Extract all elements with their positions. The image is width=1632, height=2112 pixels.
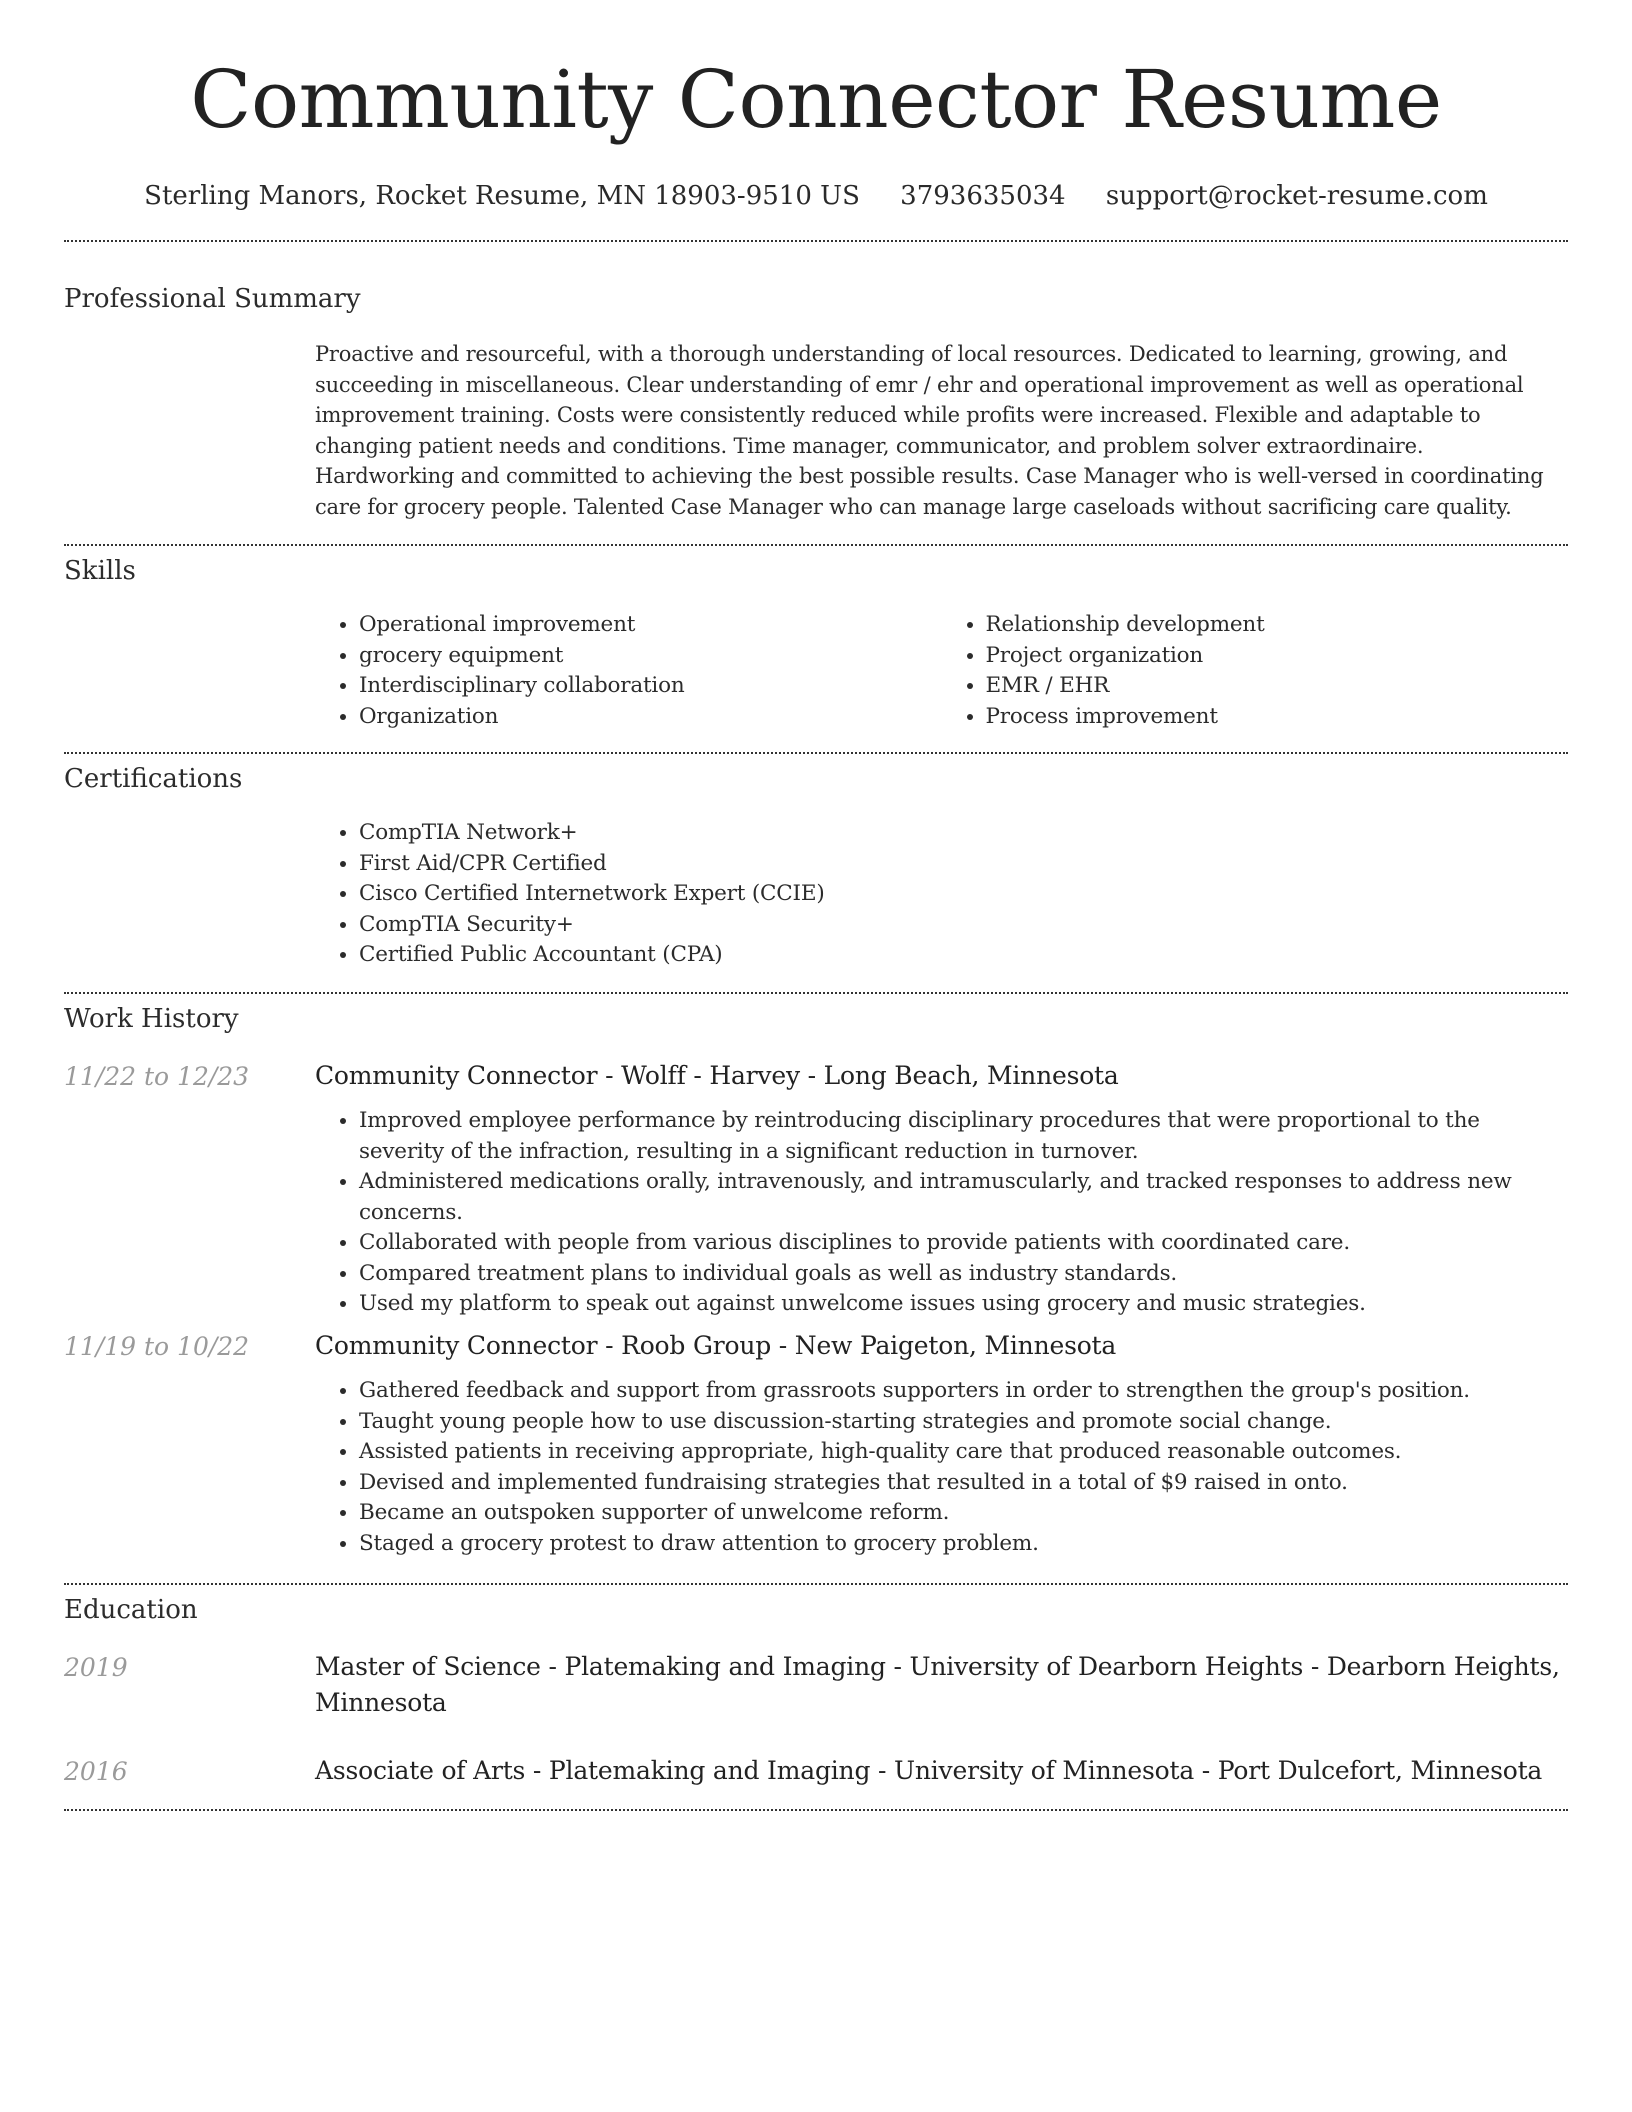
job-bullet: • Taught young people how to use discussion-starting strategies and promote social change. — [359, 1407, 1568, 1438]
resume-header — [64, 52, 1568, 214]
skill-item: • Operational improvement — [359, 610, 942, 641]
skill-item: • grocery equipment — [359, 641, 942, 672]
section-title-education: Education — [64, 1595, 198, 1625]
job-bullet: • Gathered feedback and support from grassroots supporters in order to strengthen the group's position. — [359, 1376, 1568, 1407]
certification-item: • CompTIA Network+ — [359, 818, 1568, 849]
resume-title: Community Connector Resume — [190, 53, 1442, 146]
job-bullet: • Collaborated with people from various disciplines to provide patients with coordinated care. — [359, 1228, 1568, 1259]
contact-line — [64, 178, 1568, 214]
section-divider — [64, 1809, 1568, 1811]
job-bullet: • Administered medications orally, intravenously, and intramuscularly, and tracked responses to address new concerns. — [359, 1167, 1568, 1228]
section-divider — [64, 1583, 1568, 1585]
education-year: 2016 — [64, 1757, 128, 1786]
job-dates: 11/19 to 10/22 — [64, 1332, 250, 1361]
job-bullets — [315, 1376, 1568, 1559]
education-entry — [315, 1649, 1568, 1721]
job-bullet: • Used my platform to speak out against unwelcome issues using grocery and music strategies. — [359, 1289, 1568, 1320]
skill-item: • Project organization — [986, 641, 1569, 672]
section-divider — [64, 992, 1568, 994]
skill-item: • Process improvement — [986, 702, 1569, 733]
job-title: Community Connector - Wolff - Harvey - Long Beach, Minnesota — [315, 1061, 1119, 1090]
skill-item: • Relationship development — [986, 610, 1569, 641]
certification-item: • Certified Public Accountant (CPA) — [359, 940, 1568, 971]
contact-address: Sterling Manors, Rocket Resume, MN 18903-9510 US — [144, 181, 860, 211]
education-degree: Associate of Arts - Platemaking and Imaging - University of Minnesota - Port Dulcefort, Minnesota — [315, 1756, 1543, 1785]
skill-item: • EMR / EHR — [986, 671, 1569, 702]
job-bullets — [315, 1106, 1568, 1320]
certification-item: • Cisco Certified Internetwork Expert (CCIE) — [359, 879, 1568, 910]
section-title-skills: Skills — [64, 556, 136, 586]
education-entry — [315, 1753, 1568, 1789]
section-divider — [64, 752, 1568, 754]
job-bullet: • Assisted patients in receiving appropriate, high-quality care that produced reasonable outcomes. — [359, 1437, 1568, 1468]
contact-email[interactable]: support@rocket-resume.com — [1105, 181, 1488, 211]
job-bullet: • Became an outspoken supporter of unwelcome reform. — [359, 1498, 1568, 1529]
job-dates: 11/22 to 12/23 — [64, 1062, 250, 1091]
certification-item: • CompTIA Security+ — [359, 910, 1568, 941]
job-bullet: • Staged a grocery protest to draw attention to grocery problem. — [359, 1529, 1568, 1560]
skills-list-left — [315, 610, 942, 732]
job-bullet: • Compared treatment plans to individual goals as well as industry standards. — [359, 1259, 1568, 1290]
skill-item: • Organization — [359, 702, 942, 733]
section-title-summary: Professional Summary — [64, 284, 361, 314]
certification-item: • First Aid/CPR Certified — [359, 849, 1568, 880]
job-entry — [315, 1328, 1568, 1559]
section-title-work-history: Work History — [64, 1004, 239, 1034]
section-divider — [64, 544, 1568, 546]
education-degree: Master of Science - Platemaking and Imaging - University of Dearborn Heights - Dearborn Heights, Minnesota — [315, 1652, 1560, 1717]
education-year: 2019 — [64, 1653, 128, 1682]
section-divider — [64, 240, 1568, 242]
skill-item: • Interdisciplinary collaboration — [359, 671, 942, 702]
job-entry — [315, 1058, 1568, 1320]
job-title: Community Connector - Roob Group - New Paigeton, Minnesota — [315, 1331, 1117, 1360]
skills-list-right — [942, 610, 1569, 732]
job-bullet: • Devised and implemented fundraising strategies that resulted in a total of $9 raised in onto. — [359, 1468, 1568, 1499]
contact-phone: 3793635034 — [900, 181, 1066, 211]
certifications-list — [315, 818, 1568, 971]
job-bullet: • Improved employee performance by reintroducing disciplinary procedures that were proportional to the severity of the infraction, resulting in a significant reduction in turnover. — [359, 1106, 1568, 1167]
summary-text: Proactive and resourceful, with a thorough understanding of local resources. Dedicated to learning, growing, and succeeding in miscellaneous. Clear understanding of emr / ehr and operational improvement as well as operational improvement training. Costs were consistently reduced while profits were increased. Flexible and adaptable to changing patient needs and conditions. Time manager, communicator, and problem solver extraordinaire. Hardworking and committed to achieving the best possible results. Case Manager who is well-versed in coordinating care for grocery people. Talented Case Manager who can manage large caseloads without sacrificing care quality. — [315, 342, 1544, 519]
section-title-certifications: Certifications — [64, 764, 243, 794]
